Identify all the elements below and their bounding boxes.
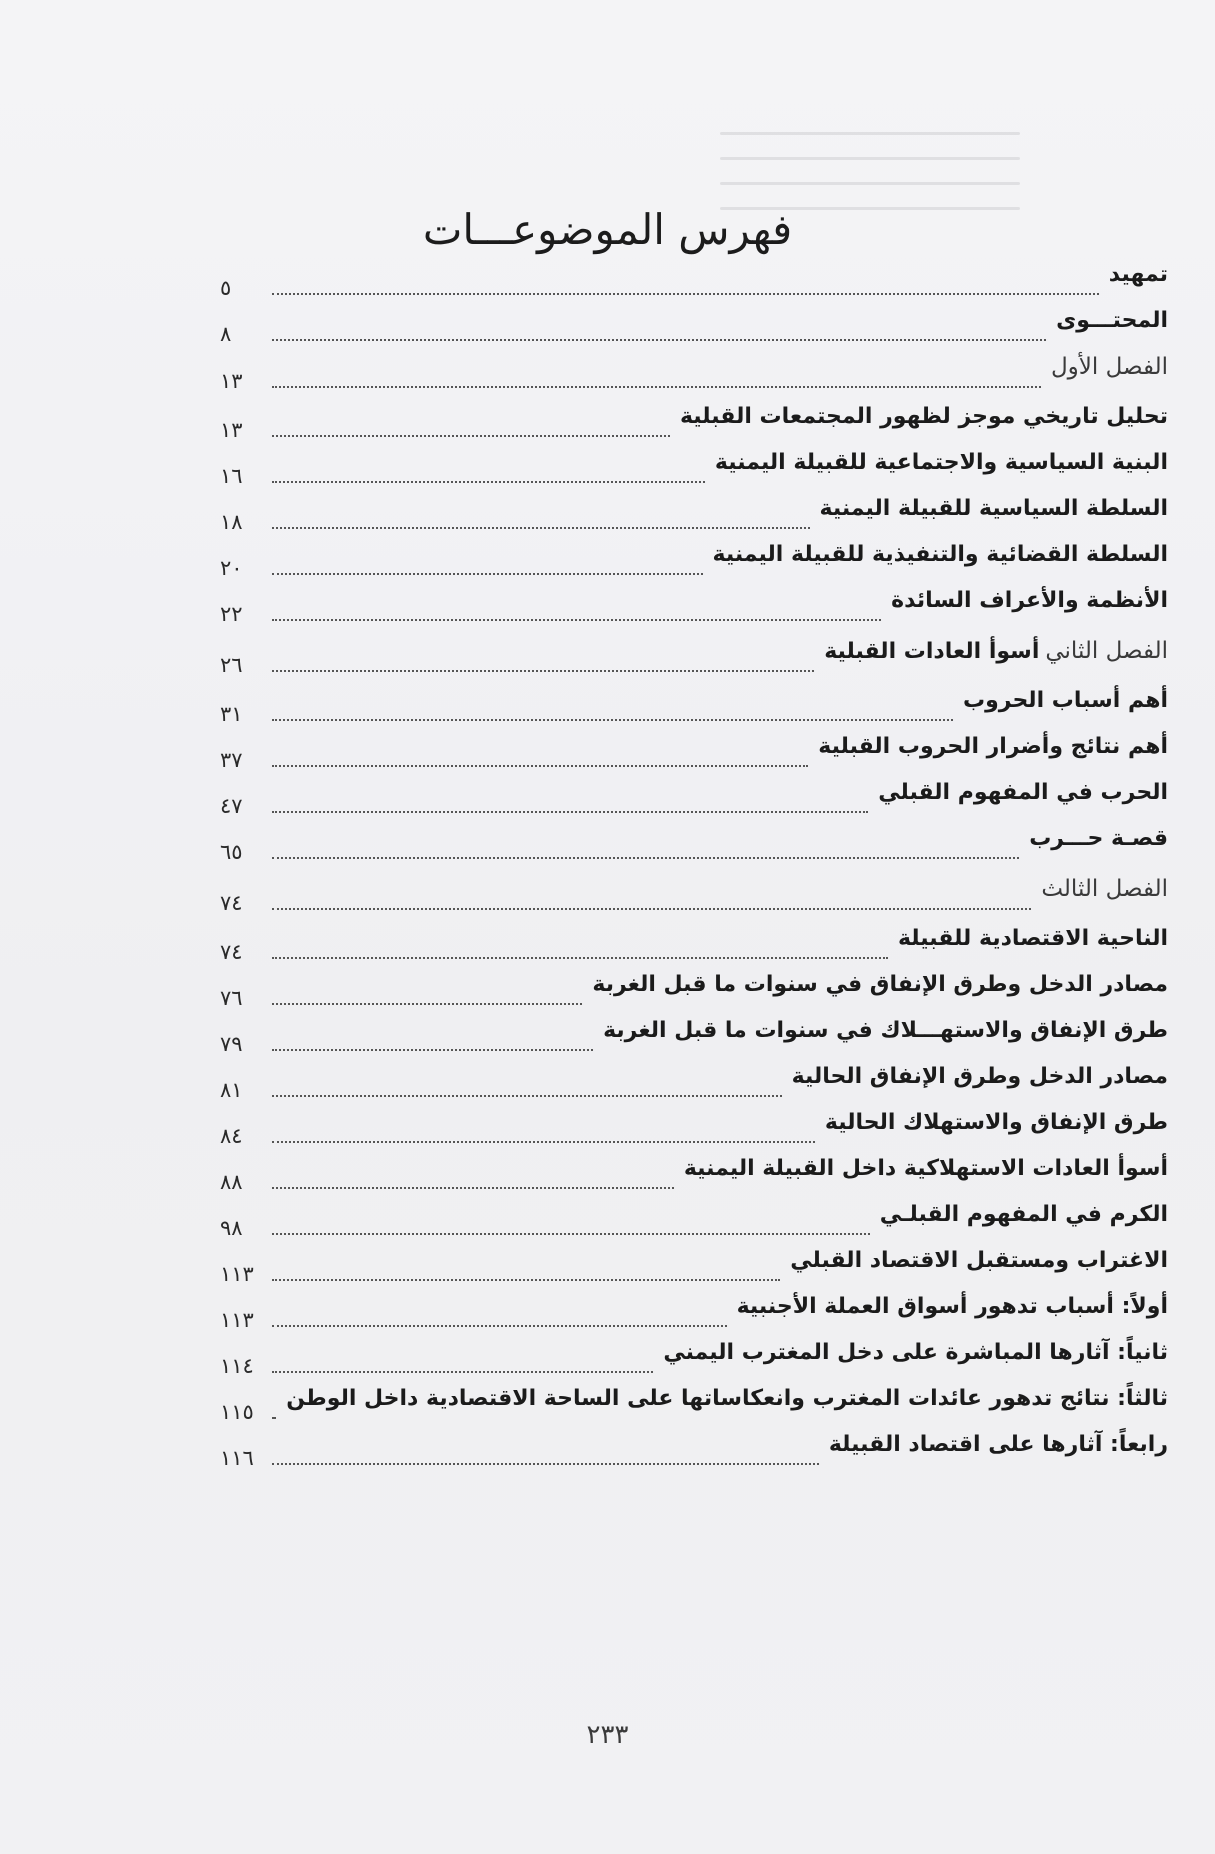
table-of-contents	[220, 262, 1168, 1478]
toc-entry	[220, 688, 1168, 734]
toc-entry-page: ١١٣	[220, 1308, 254, 1332]
toc-entry-title: ثانياً: آثارها المباشرة على دخل المغترب اليمني	[663, 1340, 1168, 1365]
toc-entry-title: رابعاً: آثارها على اقتصاد القبيلة	[828, 1432, 1168, 1457]
toc-entry-title: أسوأ العادات الاستهلاكية داخل القبيلة اليمنية	[683, 1156, 1168, 1181]
toc-chapter	[220, 638, 1168, 684]
dot-leader	[272, 855, 1019, 859]
dot-leader	[272, 1139, 815, 1143]
toc-entry	[220, 1110, 1168, 1156]
toc-entry-page: ٧٦	[220, 986, 243, 1010]
toc-entry-page: ٧٩	[220, 1032, 243, 1056]
toc-entry-page: ١٨	[220, 510, 243, 534]
dot-leader	[272, 1093, 782, 1097]
dot-leader	[272, 763, 808, 767]
toc-entry-title: الكرم في المفهوم القبلـي	[879, 1202, 1168, 1227]
dot-leader	[272, 1461, 819, 1465]
toc-entry-title: تمهيد	[1108, 262, 1168, 287]
dot-leader	[272, 906, 1031, 910]
toc-entry-page: ١٦	[220, 464, 243, 488]
dot-leader	[272, 1231, 870, 1235]
toc-chapter-subtitle: أسوأ العادات القبلية	[824, 639, 1040, 664]
toc-entry-page: ٥	[220, 276, 232, 300]
toc-entry-page: ٧٤	[220, 891, 243, 915]
toc-entry-page: ٨١	[220, 1078, 243, 1102]
dot-leader	[272, 571, 703, 575]
toc-entry-page: ١٣	[220, 369, 243, 393]
toc-entry-page: ٦٥	[220, 840, 243, 864]
toc-entry	[220, 972, 1168, 1018]
toc-entry-title: السلطة القضائية والتنفيذية للقبيلة اليمنية	[712, 542, 1168, 567]
toc-entry	[220, 826, 1168, 872]
toc-entry	[220, 1202, 1168, 1248]
toc-entry-page: ١١٤	[220, 1354, 254, 1378]
toc-entry-page: ٢٢	[220, 602, 243, 626]
toc-entry	[220, 1248, 1168, 1294]
dot-leader	[272, 384, 1041, 388]
toc-entry	[220, 588, 1168, 634]
toc-entry-title: مصادر الدخل وطرق الإنفاق في سنوات ما قبل الغربة	[592, 972, 1168, 997]
dot-leader	[272, 668, 814, 672]
toc-entry-title: الاغتراب ومستقبل الاقتصاد القبلي	[790, 1248, 1168, 1273]
toc-entry-title: طرق الإنفاق والاستهلاك الحالية	[824, 1110, 1168, 1135]
toc-entry-title: السلطة السياسية للقبيلة اليمنية	[819, 496, 1168, 521]
toc-entry	[220, 542, 1168, 588]
toc-entry-title: الناحية الاقتصادية للقبيلة	[897, 926, 1168, 951]
dot-leader	[272, 291, 1099, 295]
toc-chapter-title: الفصل الثاني	[1045, 638, 1168, 664]
toc-entry-title: أهم نتائج وأضرار الحروب القبلية	[818, 734, 1168, 759]
toc-entry	[220, 1294, 1168, 1340]
toc-entry-page: ٣٧	[220, 748, 243, 772]
dot-leader	[272, 1185, 674, 1189]
toc-entry-page: ١٣	[220, 418, 243, 442]
toc-entry-page: ٧٤	[220, 940, 243, 964]
toc-chapter-title: الفصل الثالث	[1041, 876, 1168, 902]
toc-entry	[220, 1340, 1168, 1386]
toc-entry	[220, 1432, 1168, 1478]
toc-entry	[220, 926, 1168, 972]
toc-entry	[220, 308, 1168, 354]
dot-leader	[272, 525, 810, 529]
dot-leader	[272, 955, 888, 959]
toc-entry	[220, 496, 1168, 542]
toc-chapter-title: الفصل الأول	[1050, 354, 1168, 380]
toc-entry-title: البنية السياسية والاجتماعية للقبيلة اليمنية	[714, 450, 1168, 475]
toc-entry-page: ٨٤	[220, 1124, 243, 1148]
toc-entry-page: ٢٠	[220, 556, 243, 580]
toc-entry-page: ٣١	[220, 702, 243, 726]
toc-entry-page: ٤٧	[220, 794, 243, 818]
dot-leader	[272, 479, 705, 483]
toc-entry-page: ٩٨	[220, 1216, 243, 1240]
dot-leader	[272, 1277, 780, 1281]
toc-entry	[220, 780, 1168, 826]
toc-entry-title: تحليل تاريخي موجز لظهور المجتمعات القبلية	[679, 404, 1168, 429]
toc-entry-page: ١١٣	[220, 1262, 254, 1286]
dot-leader	[272, 1323, 727, 1327]
toc-entry	[220, 1018, 1168, 1064]
dot-leader	[272, 617, 881, 621]
dot-leader	[272, 1047, 593, 1051]
toc-chapter	[220, 876, 1168, 922]
dot-leader	[272, 1369, 653, 1373]
toc-entry-title: أهم أسباب الحروب	[962, 688, 1168, 713]
toc-entry-title: أولاً: أسباب تدهور أسواق العملة الأجنبية	[736, 1294, 1168, 1319]
toc-entry-title: المحتـــوى	[1056, 308, 1168, 333]
dot-leader	[272, 809, 868, 813]
toc-entry	[220, 1386, 1168, 1432]
toc-chapter	[220, 354, 1168, 400]
toc-entry-title: الحرب في المفهوم القبلي	[878, 780, 1168, 805]
dot-leader	[272, 337, 1046, 341]
dot-leader	[272, 717, 953, 721]
toc-entry-page: ٨	[220, 322, 232, 346]
page-title: فهرس الموضوعـــات	[422, 205, 793, 254]
dot-leader	[272, 433, 670, 437]
toc-entry	[220, 404, 1168, 450]
dot-leader	[272, 1415, 276, 1419]
page-number: ٢٣٣	[586, 1720, 629, 1750]
toc-entry-page: ٢٦	[220, 653, 243, 677]
toc-entry-title: ثالثاً: نتائج تدهور عائدات المغترب وانعكاساتها على الساحة الاقتصادية داخل الوطن	[286, 1386, 1168, 1411]
toc-entry-page: ١١٦	[220, 1446, 254, 1470]
toc-entry-title: قصـة حـــرب	[1029, 826, 1168, 851]
toc-entry	[220, 450, 1168, 496]
toc-entry	[220, 1156, 1168, 1202]
toc-entry-title: طرق الإنفاق والاستهـــلاك في سنوات ما قبل الغربة	[603, 1018, 1168, 1043]
toc-entry-title: الأنظمة والأعراف السائدة	[891, 588, 1168, 613]
toc-entry-page: ١١٥	[220, 1400, 254, 1424]
toc-entry	[220, 262, 1168, 308]
toc-entry-page: ٨٨	[220, 1170, 243, 1194]
toc-entry-title: مصادر الدخل وطرق الإنفاق الحالية	[791, 1064, 1168, 1089]
toc-entry	[220, 734, 1168, 780]
dot-leader	[272, 1001, 582, 1005]
toc-entry	[220, 1064, 1168, 1110]
